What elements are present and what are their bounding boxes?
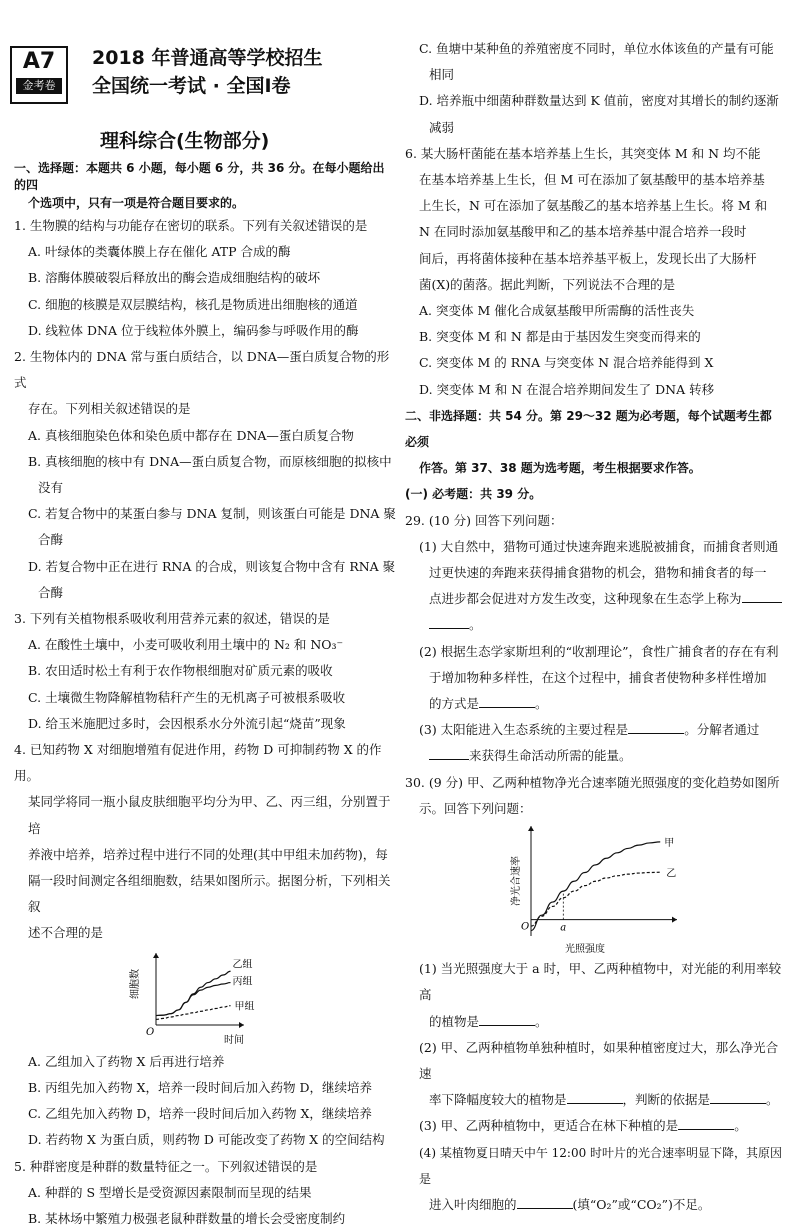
q29-p1-2: 过更快速的奔跑来获得捕食猎物的机会，猎物和捕食者的每一 bbox=[429, 565, 767, 581]
marker-label: a bbox=[560, 922, 567, 934]
answer-blank[interactable] bbox=[567, 1093, 623, 1104]
series-label-1: 乙 bbox=[666, 868, 677, 880]
section2-heading-2: 作答。第 37、38 题为选考题，考生根据要求作答。 bbox=[419, 461, 701, 476]
q30-stem-1: 30. (9 分) 甲、乙两种植物净光合速率随光照强度的变化趋势如图所 bbox=[405, 774, 780, 790]
q2-stem-2: 存在。下列相关叙述错误的是 bbox=[28, 401, 191, 417]
q5-option-a: A. 种群的 S 型增长是受资源因素限制而呈现的结果 bbox=[28, 1184, 312, 1200]
q4-option-b: B. 丙组先加入药物 X，培养一段时间后加入药物 D，继续培养 bbox=[28, 1079, 373, 1095]
q29-p1-3 bbox=[405, 586, 783, 612]
q2-option-b-2: 没有 bbox=[38, 480, 64, 496]
q5-stem: 5. 种群密度是种群的数量特征之一。下列叙述错误的是 bbox=[14, 1158, 318, 1174]
q4-option-d: D. 若药物 X 为蛋白质，则药物 D 可能改变了药物 X 的空间结构 bbox=[28, 1132, 385, 1148]
q30-p2-2-mid: ，判断的依据是 bbox=[622, 1092, 711, 1108]
q29-p3-2-end: 来获得生命活动所需的能量。 bbox=[469, 748, 632, 764]
q6-stem-5: 间后，再将菌体接种在基本培养基平板上，发现长出了大肠杆 bbox=[419, 250, 757, 266]
origin-label: O bbox=[521, 921, 530, 933]
series-line-1 bbox=[531, 872, 660, 926]
q3-option-c: C. 土壤微生物降解植物秸秆产生的无机离子可被根系吸收 bbox=[28, 689, 346, 705]
q29-p2-1: (2) 根据生态学家斯坦利的“收割理论”，食性广捕食者的存在有利 bbox=[419, 643, 779, 659]
q2-option-a: A. 真核细胞染色体和染色质中都存在 DNA—蛋白质复合物 bbox=[28, 427, 354, 443]
q6-stem-6: 菌(X)的菌落。据此判断，下列说法不合理的是 bbox=[419, 276, 676, 292]
q5-option-d-1: D. 培养瓶中细菌种群数量达到 K 值前，密度对其增长的制约逐渐 bbox=[419, 93, 779, 109]
q5-option-c-1: C. 鱼塘中某种鱼的养殖密度不同时，单位水体该鱼的产量有可能 bbox=[419, 41, 774, 56]
q30-stem-2: 示。回答下列问题： bbox=[419, 800, 532, 816]
q30-p4-2 bbox=[405, 1192, 783, 1218]
q30-p2-1: (2) 甲、乙两种植物单独种植时，如果种植密度过大，那么净光合速 bbox=[419, 1039, 779, 1081]
section1-heading-2: 个选项中，只有一项是符合题目要求的。 bbox=[28, 196, 245, 210]
y-axis-arrow bbox=[153, 953, 159, 958]
q2-option-b-1: B. 真核细胞的核中有 DNA—蛋白质复合物，而原核细胞的拟核中 bbox=[28, 453, 392, 469]
q30-p4-2-pre: 进入叶肉细胞的 bbox=[429, 1196, 517, 1212]
answer-blank[interactable] bbox=[429, 749, 469, 760]
y-axis-label: 净光合速率 bbox=[511, 856, 522, 907]
answer-blank[interactable] bbox=[479, 1015, 535, 1026]
series-label-0: 乙组 bbox=[232, 958, 253, 970]
series-line-0 bbox=[531, 842, 660, 931]
q2-option-d-1: D. 若复合物中正在进行 RNA 的合成，则该复合物中含有 RNA 聚 bbox=[28, 558, 396, 574]
q6-stem-3: 上生长，N 可在添加了氨基酸乙的基本培养基上生长。将 M 和 bbox=[419, 198, 768, 214]
y-axis-arrow bbox=[528, 826, 534, 831]
q1-stem: 1. 生物膜的结构与功能存在密切的联系。下列有关叙述错误的是 bbox=[14, 218, 368, 233]
q4-option-c: C. 乙组先加入药物 D，培养一段时间后加入药物 X，继续培养 bbox=[28, 1106, 372, 1122]
q29-p1-1: (1) 大自然中，猎物可通过快速奔跑来逃脱被捕食，而捕食者则通 bbox=[419, 538, 779, 554]
x-axis-arrow bbox=[672, 917, 677, 923]
exam-title-line2: 全国统一考试 · 全国Ⅰ卷 bbox=[92, 75, 291, 97]
series-line-2 bbox=[156, 1005, 231, 1019]
series-label-0: 甲 bbox=[664, 837, 675, 849]
answer-blank[interactable] bbox=[742, 592, 782, 603]
q4-stem-4: 隔一段时间测定各组细胞数，结果如图所示。据图分析，下列相关叙 bbox=[28, 873, 391, 915]
answer-blank[interactable] bbox=[710, 1093, 766, 1104]
q30-p1-2-pre: 的植物是 bbox=[429, 1013, 480, 1029]
q30-p1-1: (1) 当光照强度大于 a 时，甲、乙两种植物中，对光能的利用率较高 bbox=[419, 961, 782, 1003]
q4-stem-3: 养液中培养，培养过程中进行不同的处理(其中甲组未加药物)，每 bbox=[28, 846, 388, 862]
q29-p1-4 bbox=[405, 612, 783, 638]
left-column bbox=[14, 160, 396, 1232]
right-column bbox=[405, 36, 783, 1218]
q30-p2-2 bbox=[405, 1087, 783, 1113]
q6-option-a: A. 突变体 M 催化合成氨基酸甲所需酶的活性丧失 bbox=[419, 303, 695, 319]
q30-p1-2 bbox=[405, 1009, 783, 1035]
x-axis-label: 时间 bbox=[224, 1034, 244, 1046]
answer-blank[interactable] bbox=[429, 618, 469, 629]
q4-option-a: A. 乙组加入了药物 X 后再进行培养 bbox=[28, 1053, 225, 1069]
section1-heading-1: 一、选择题：本题共 6 小题，每小题 6 分，共 36 分。在每小题给出的四 bbox=[14, 161, 385, 192]
q1-option-b: B. 溶酶体膜破裂后释放出的酶会造成细胞结构的破坏 bbox=[28, 270, 321, 286]
q29-p3-1 bbox=[405, 717, 783, 743]
q6-stem-2: 在基本培养基上生长，但 M 可在添加了氨基酸甲的基本培养基 bbox=[419, 172, 765, 188]
q4-stem-1: 4. 已知药物 X 对细胞增殖有促进作用，药物 D 可抑制药物 X 的作用。 bbox=[14, 742, 382, 784]
answer-blank[interactable] bbox=[678, 1119, 734, 1130]
badge-code: A7 bbox=[22, 49, 56, 74]
q29-p1-4-end: 。 bbox=[469, 617, 482, 633]
q2-option-c-1: C. 若复合物中的某蛋白参与 DNA 复制，则该蛋白可能是 DNA 聚 bbox=[28, 506, 396, 522]
section2-heading-1: 二、非选择题：共 54 分。第 29～32 题为必考题，每个试题考生都必须 bbox=[405, 408, 772, 450]
q6-option-c: C. 突变体 M 的 RNA 与突变体 N 混合培养能得到 X bbox=[419, 355, 714, 371]
q5-option-b: B. 某林场中繁殖力极强老鼠种群数量的增长会受密度制约 bbox=[28, 1210, 346, 1226]
y-axis-label: 细胞数 bbox=[130, 968, 141, 999]
q30-p4-2-end: (填“O₂”或“CO₂”)不足。 bbox=[572, 1196, 711, 1212]
q29-p3-1-mid: 。分解者通过 bbox=[684, 722, 760, 738]
answer-blank[interactable] bbox=[517, 1198, 573, 1209]
q30-p3 bbox=[405, 1113, 783, 1139]
q6-option-d: D. 突变体 M 和 N 在混合培养期间发生了 DNA 转移 bbox=[419, 381, 715, 397]
exam-title-line1: 2018 年普通高等学校招生 bbox=[92, 47, 323, 69]
x-axis-label: 光照强度 bbox=[565, 944, 605, 956]
q2-option-c-2: 合酶 bbox=[38, 532, 64, 548]
subject-title: 理科综合(生物部分) bbox=[100, 130, 270, 152]
q29-p3-1-pre: (3) 太阳能进入生态系统的主要过程是 bbox=[419, 722, 629, 738]
series-label-2: 甲组 bbox=[234, 1001, 255, 1013]
q4-stem-2: 某同学将同一瓶小鼠皮肤细胞平均分为甲、乙、丙三组，分别置于培 bbox=[28, 794, 391, 836]
q29-p2-3-end: 。 bbox=[535, 696, 548, 712]
q1-option-d: D. 线粒体 DNA 位于线粒体外膜上，编码参与呼吸作用的酶 bbox=[28, 322, 359, 338]
series-line-0 bbox=[156, 971, 231, 1015]
q2-stem-1: 2. 生物体内的 DNA 常与蛋白质结合，以 DNA—蛋白质复合物的形式 bbox=[14, 349, 390, 391]
section2-subheading: (一) 必考题：共 39 分。 bbox=[405, 487, 542, 502]
q3-option-b: B. 农田适时松土有利于农作物根细胞对矿质元素的吸收 bbox=[28, 663, 333, 679]
q6-stem-1: 6. 某大肠杆菌能在基本培养基上生长，其突变体 M 和 N 均不能 bbox=[405, 145, 761, 161]
q29-stem: 29. (10 分) 回答下列问题： bbox=[405, 512, 563, 528]
q1-option-a: A. 叶绿体的类囊体膜上存在催化 ATP 合成的酶 bbox=[28, 244, 291, 260]
photosynthesis-chart bbox=[505, 826, 705, 956]
series-line-1 bbox=[156, 982, 231, 1015]
q29-p2-2: 于增加物种多样性，在这个过程中，捕食者使物种多样性增加 bbox=[429, 669, 767, 685]
q3-option-d: D. 给玉米施肥过多时，会因根系水分外流引起“烧苗”现象 bbox=[28, 715, 346, 731]
x-axis-arrow bbox=[239, 1022, 244, 1028]
q29-p3-2 bbox=[405, 743, 783, 769]
q3-option-a: A. 在酸性土壤中，小麦可吸收利用土壤中的 N₂ 和 NO₃⁻ bbox=[28, 637, 344, 653]
q30-p3-pre: (3) 甲、乙两种植物中，更适合在林下种植的是 bbox=[419, 1118, 679, 1134]
q30-p3-end: 。 bbox=[734, 1118, 747, 1134]
q30-p2-2-end: 。 bbox=[766, 1092, 779, 1108]
cell-count-chart bbox=[126, 951, 286, 1049]
origin-label: O bbox=[146, 1026, 155, 1038]
q29-p1-3-text: 点进步都会促进对方发生改变，这种现象在生态学上称为 bbox=[429, 591, 742, 607]
answer-blank[interactable] bbox=[628, 723, 684, 734]
series-label-1: 丙组 bbox=[232, 976, 253, 988]
q4-stem-5: 述不合理的是 bbox=[28, 925, 104, 941]
exam-title bbox=[92, 44, 382, 100]
q30-p1-2-end: 。 bbox=[535, 1013, 548, 1029]
q2-option-d-2: 合酶 bbox=[38, 584, 64, 600]
q5-option-d-2: 减弱 bbox=[429, 119, 455, 135]
q30-p2-2-pre: 率下降幅度较大的植物是 bbox=[429, 1092, 567, 1108]
q1-option-c: C. 细胞的核膜是双层膜结构，核孔是物质进出细胞核的通道 bbox=[28, 296, 358, 312]
answer-blank[interactable] bbox=[479, 697, 535, 708]
badge-label: 金考卷 bbox=[16, 78, 62, 94]
q29-p2-3-pre: 的方式是 bbox=[429, 696, 480, 712]
q30-p4-1: (4) 某植物夏日晴天中午 12:00 时叶片的光合速率明显下降，其原因是 bbox=[419, 1145, 783, 1186]
exam-badge bbox=[10, 46, 68, 104]
q29-p2-3 bbox=[405, 691, 783, 717]
q6-option-b: B. 突变体 M 和 N 都是由于基因发生突变而得来的 bbox=[419, 329, 701, 345]
q3-stem: 3. 下列有关植物根系吸收利用营养元素的叙述，错误的是 bbox=[14, 611, 330, 627]
q6-stem-4: N 在同时添加氨基酸甲和乙的基本培养基中混合培养一段时 bbox=[419, 224, 747, 240]
q5-option-c-2: 相同 bbox=[429, 67, 455, 83]
